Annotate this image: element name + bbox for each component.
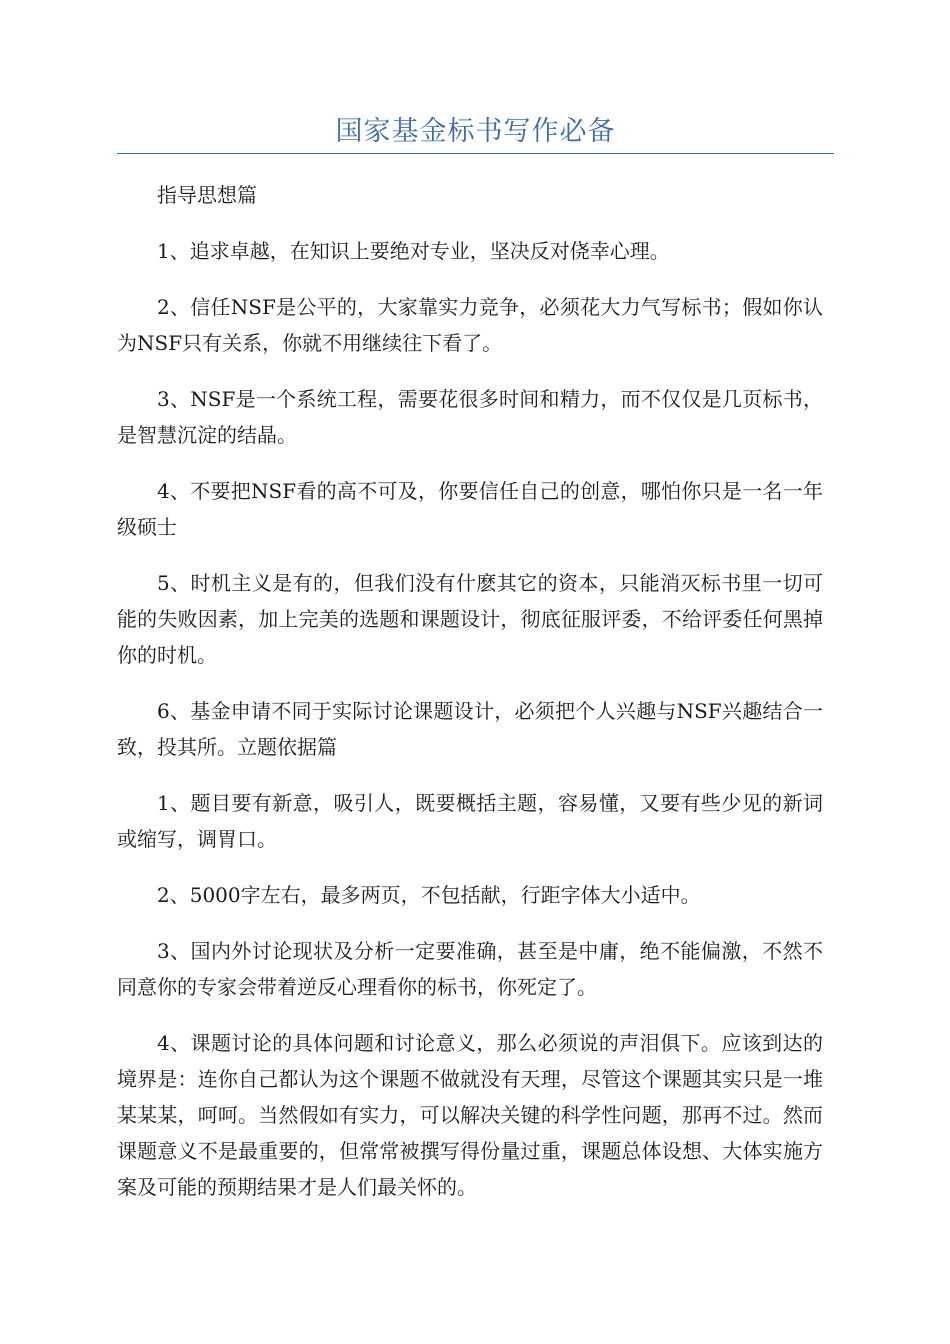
paragraph-10: 4、课题讨论的具体问题和讨论意义，那么必须说的声泪俱下。应该到达的境界是：连你自己都认为这个课题不做就没有天理，尽管这个课题其实只是一堆某某某，呵呵。当然假如有实力，可以解决关键的科学性问题，那再不过。然而课题意义不是最重要的，但常常被撰写得份量过重，课题总体设想、大体实施方案及可能的预期结果才是人们最关怀的。 (117, 1031, 823, 1199)
title-underline (117, 153, 834, 154)
paragraph-2: 2、信任NSF是公平的，大家靠实力竞争，必须花大力气写标书；假如你认为NSF只有关系，你就不用继续往下看了。 (117, 295, 823, 355)
paragraph-8: 2、5000字左右，最多两页，不包括献，行距字体大小适中。 (157, 883, 701, 907)
paragraph-4: 4、不要把NSF看的高不可及，你要信任自己的创意，哪怕你只是一名一年级硕士 (117, 479, 823, 539)
paragraph-7: 1、题目要有新意，吸引人，既要概括主题，容易懂，又要有些少见的新词或缩写，调胃口。 (117, 791, 823, 851)
page-title: 国家基金标书写作必备 (335, 116, 616, 147)
paragraph-1: 1、追求卓越，在知识上要绝对专业，坚决反对侥幸心理。 (157, 239, 670, 263)
section-heading-guiding-thought: 指导思想篇 (157, 183, 257, 207)
paragraph-9: 3、国内外讨论现状及分析一定要准确，甚至是中庸，绝不能偏激，不然不同意你的专家会带着逆反心理看你的标书，你死定了。 (117, 939, 823, 999)
paragraph-3: 3、NSF是一个系统工程，需要花很多时间和精力，而不仅仅是几页标书，是智慧沉淀的结晶。 (117, 387, 823, 447)
paragraph-6: 6、基金申请不同于实际讨论课题设计，必须把个人兴趣与NSF兴趣结合一致，投其所。立题依据篇 (117, 699, 823, 759)
paragraph-5: 5、时机主义是有的，但我们没有什麽其它的资本，只能消灭标书里一切可能的失败因素，加上完美的选题和课题设计，彻底征服评委，不给评委任何黑掉你的时机。 (117, 571, 823, 667)
document-body (117, 177, 823, 1225)
